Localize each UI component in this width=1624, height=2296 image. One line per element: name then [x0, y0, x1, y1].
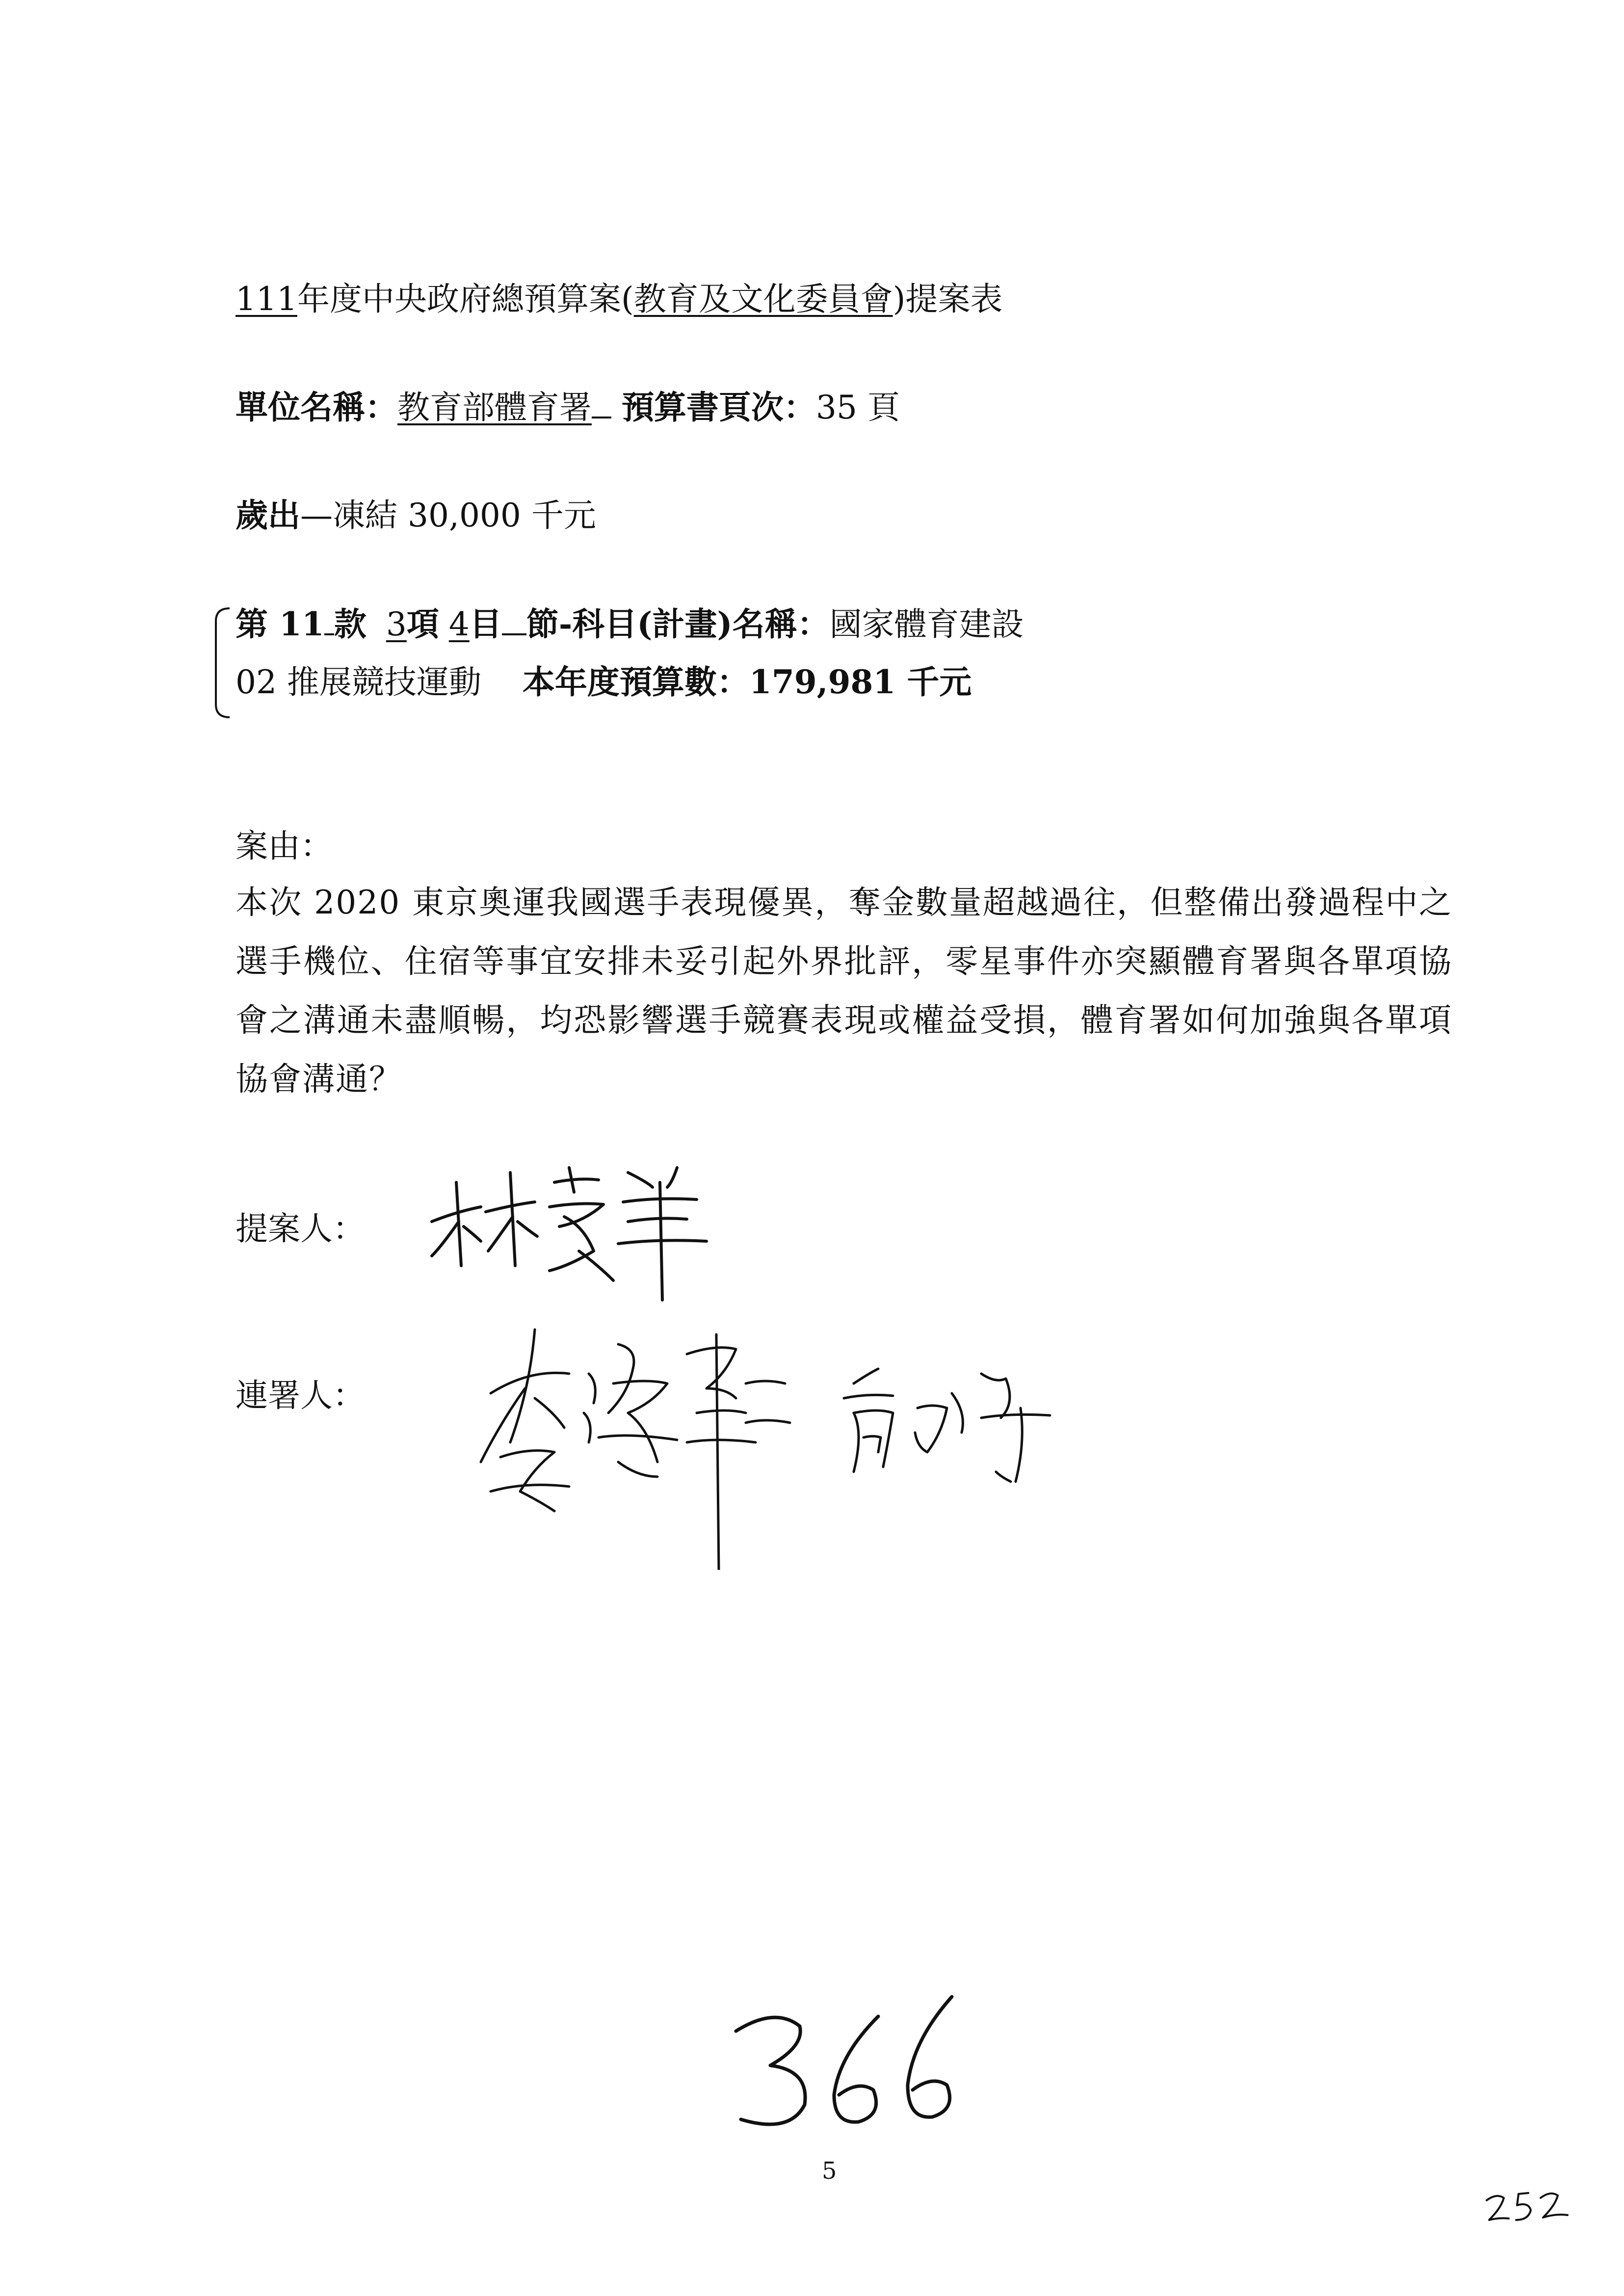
handwritten-number-366 [716, 1987, 971, 2144]
title-suffix: )提案表 [892, 280, 1003, 318]
title-committee: 教育及文化委員會 [633, 280, 893, 318]
page-number: 5 [822, 2157, 837, 2185]
expense-line [236, 493, 596, 538]
cosigner-signature-2 [834, 1354, 1070, 1491]
subject-name-label: -科目(計畫)名稱： [558, 605, 830, 643]
budget-amount-value: 179,981 千元 [749, 663, 972, 701]
mu-label: 目 [469, 605, 502, 643]
program-text: 02 推展競技運動 [236, 663, 481, 701]
expense-text: —凍結 30,000 千元 [300, 496, 596, 534]
expense-label: 歲出 [236, 496, 300, 534]
unit-label: 單位名稱： [236, 388, 397, 426]
form-title [236, 277, 1002, 321]
proposer-signature [422, 1153, 726, 1310]
cosigner-label: 連署人： [236, 1377, 365, 1414]
reason-label: 案由： [236, 827, 333, 865]
kuan-prefix: 第 11 [236, 605, 324, 643]
corner-handwritten-number [1482, 2178, 1580, 2232]
title-prefix: 年度中央政府總預算案( [297, 280, 634, 318]
proposer-label: 提案人： [236, 1210, 365, 1248]
xiang-value: 3 [386, 605, 407, 643]
subject-name-value: 國家體育建設 [829, 605, 1024, 643]
budget-amount-label: 本年度預算數： [522, 663, 749, 701]
budget-page-label: 預算書頁次： [621, 388, 816, 426]
budget-page-value: 35 頁 [815, 389, 900, 426]
mu-value: 4 [448, 605, 470, 643]
subject-bracket [212, 606, 232, 719]
unit-line [236, 385, 900, 430]
kuan-label: 款 [334, 605, 367, 643]
reason-body: 本次 2020 東京奧運我國選手表現優異，奪金數量超越過往，但整備出發過程中之選手機位、住宿等事宜安排未妥引起外界批評，零星事件亦突顯體育署與各單項協會之溝通未盡順暢，均恐影響選手競賽表現或權益受損，體育署如何加強與各單項協會溝通？ [236, 884, 1452, 1098]
jie-label: 節 [526, 605, 559, 643]
unit-value: 教育部體育署 [397, 389, 592, 426]
xiang-label: 項 [406, 605, 439, 643]
cosigner-signature-1 [471, 1315, 814, 1570]
title-year: 111 [236, 280, 297, 318]
subject-line-1 [236, 601, 1024, 647]
subject-line-2 [236, 660, 971, 704]
